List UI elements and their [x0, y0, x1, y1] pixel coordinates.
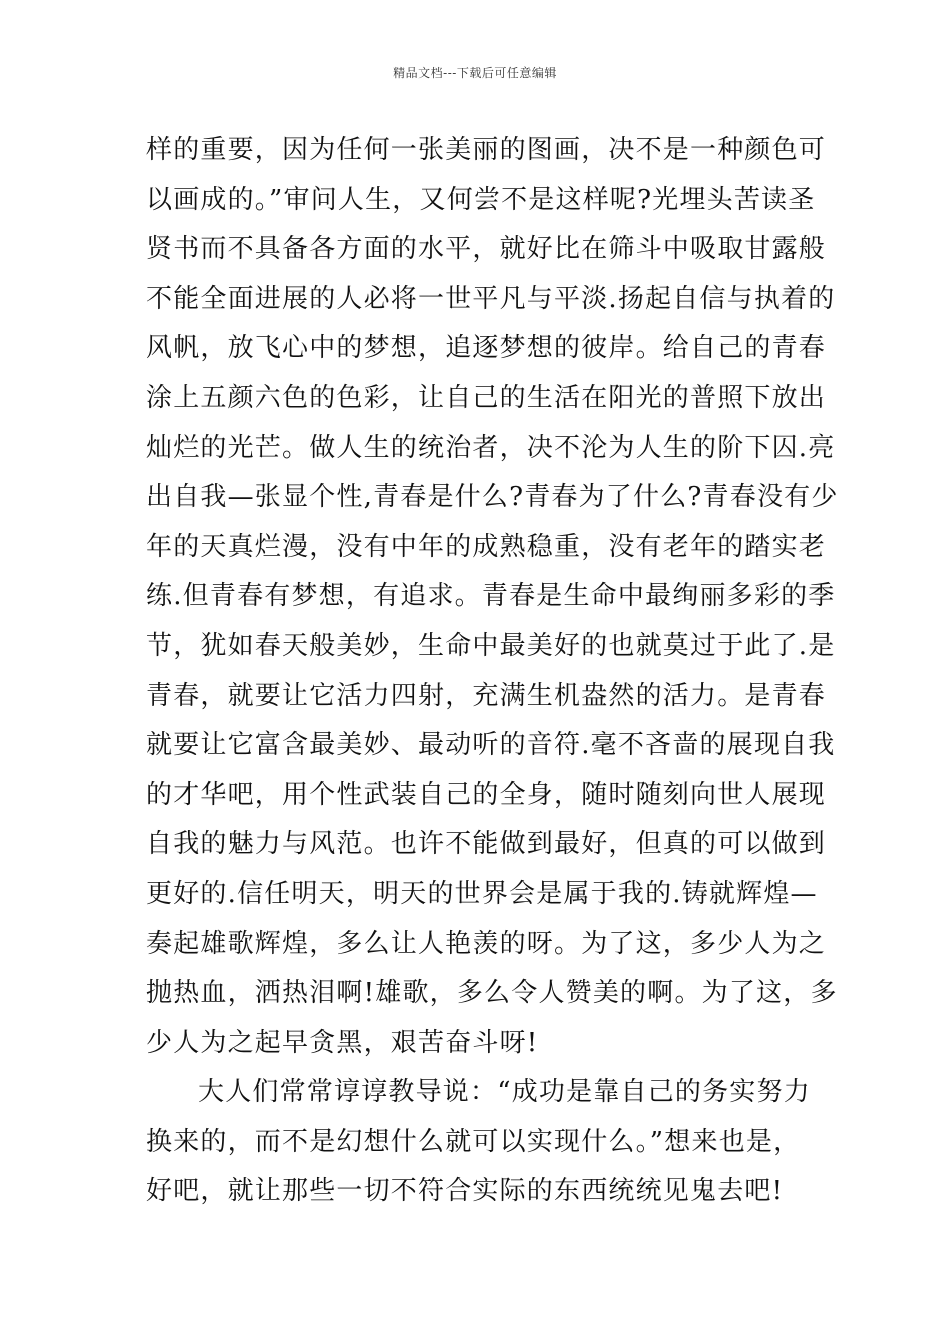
body-text	[146, 126, 839, 1217]
text-line: 换来的，而不是幻想什么就可以实现什么。”想来也是，	[146, 1126, 801, 1157]
text-line: 风帆，放飞心中的梦想，追逐梦想的彼岸。给自己的青春	[146, 333, 827, 364]
text-line: 的才华吧，用个性武装自己的全身，随时随刻向世人展现	[146, 779, 827, 810]
text-line: 练.但青春有梦想，有追求。青春是生命中最绚丽多彩的季	[146, 581, 836, 612]
text-line: 不能全面进展的人必将一世平凡与平淡.扬起自信与执着的	[146, 283, 836, 314]
text-line: 年的天真烂漫，没有中年的成熟稳重，没有老年的踏实老	[146, 531, 827, 562]
text-line: 以画成的。”审问人生，又何尝不是这样呢?光埋头苦读圣	[146, 184, 816, 215]
text-line: 青春，就要让它活力四射，充满生机盎然的活力。是青春	[146, 680, 827, 711]
text-line: 更好的.信任明天，明天的世界会是属于我的.铸就辉煌—	[146, 878, 818, 909]
page-header: 精品文档---下载后可任意编辑	[393, 66, 557, 80]
text-line: 抛热血，洒热泪啊!雄歌，多么令人赞美的啊。为了这，多	[146, 978, 838, 1009]
text-line: 就要让它富含最美妙、最动听的音符.毫不吝啬的展现自我	[146, 730, 836, 761]
text-line: 出自我—张显个性,青春是什么?青春为了什么?青春没有少	[146, 482, 839, 513]
text-line: 好吧，就让那些一切不符合实际的东西统统见鬼去吧!	[146, 1176, 784, 1207]
text-line: 贤书而不具备各方面的水平，就好比在筛斗中吸取甘露般	[146, 234, 827, 265]
text-line: 自我的魅力与风范。也许不能做到最好，但真的可以做到	[146, 829, 827, 860]
text-line: 灿烂的光芒。做人生的统治者，决不沦为人生的阶下囚.亮	[146, 432, 836, 463]
text-line: 节，犹如春天般美妙，生命中最美好的也就莫过于此了.是	[146, 630, 836, 661]
text-line: 少人为之起早贪黑，艰苦奋斗呀!	[146, 1027, 539, 1058]
text-line: 奏起雄歌辉煌，多么让人艳羡的呀。为了这，多少人为之	[146, 928, 827, 959]
text-line: 涂上五颜六色的色彩，让自己的生活在阳光的普照下放出	[146, 382, 827, 413]
text-line: 样的重要，因为任何一张美丽的图画，决不是一种颜色可	[146, 135, 827, 165]
text-line: 大人们常常谆谆教导说：“成功是靠自己的务实努力	[198, 1077, 811, 1108]
